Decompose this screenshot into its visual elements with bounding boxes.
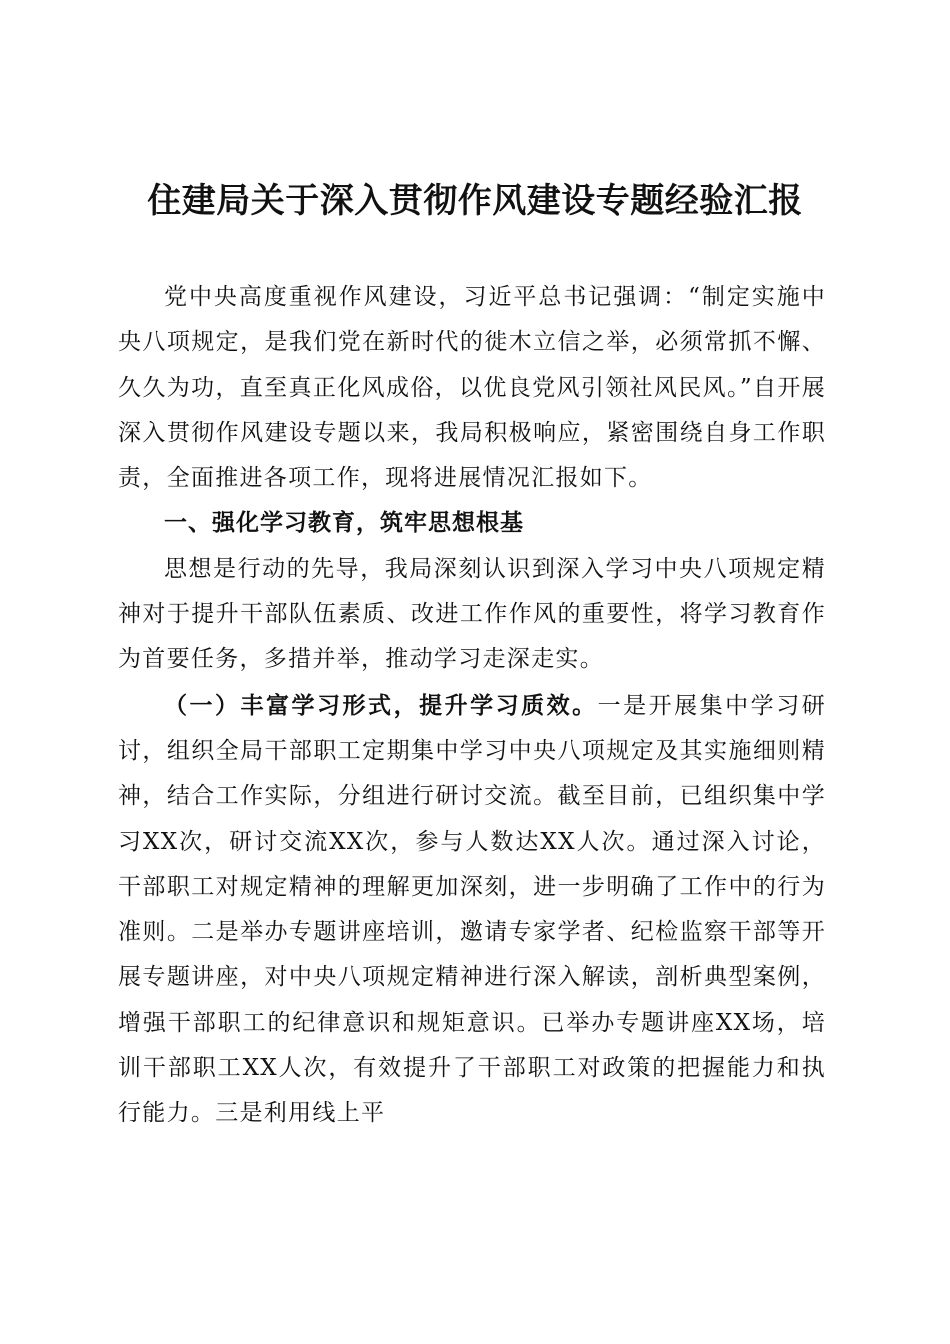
subsection-1-body: 一是开展集中学习研讨，组织全局干部职工定期集中学习中央八项规定及其实施细则精神，结合工作实际，分组进行研讨交流。截至目前，已组织集中学习XX次，研讨交流XX次，参与人数达XX人次。通过深入讨论，干部职工对规定精神的理解更加深刻，进一步明确了工作中的行为准则。二是举办专题讲座培训，邀请专家学者、纪检监察干部等开展专题讲座，对中央八项规定精神进行深入解读，剖析典型案例，增强干部职工的纪律意识和规矩意识。已举办专题讲座XX场，培训干部职工XX人次，有效提升了干部职工对政策的把握能力和执行能力。三是利用线上平 xyxy=(118,692,827,1127)
section-1-paragraph: 思想是行动的先导，我局深刻认识到深入学习中央八项规定精神对于提升干部队伍素质、改进工作作风的重要性，将学习教育作为首要任务，多措并举，推动学习走深走实。 xyxy=(118,555,826,673)
intro-paragraph: 党中央高度重视作风建设，习近平总书记强调：“制定实施中央八项规定，是我们党在新时代的徙木立信之举，必须常抓不懈、久久为功，直至真正化风成俗，以优良党风引领社风民风。”自开展深入贯彻作风建设专题以来，我局积极响应，紧密围绕自身工作职责，全面推进各项工作，现将进展情况汇报如下。 xyxy=(118,284,826,492)
document-body xyxy=(118,275,826,1137)
document-title: 住建局关于深入贯彻作风建设专题经验汇报 xyxy=(147,181,803,221)
section-1-heading: 一、强化学习教育，筑牢思想根基 xyxy=(164,510,524,537)
subsection-1-heading: （一）丰富学习形式，提升学习质效。 xyxy=(164,691,598,719)
subsection-1-paragraph xyxy=(118,683,826,1137)
